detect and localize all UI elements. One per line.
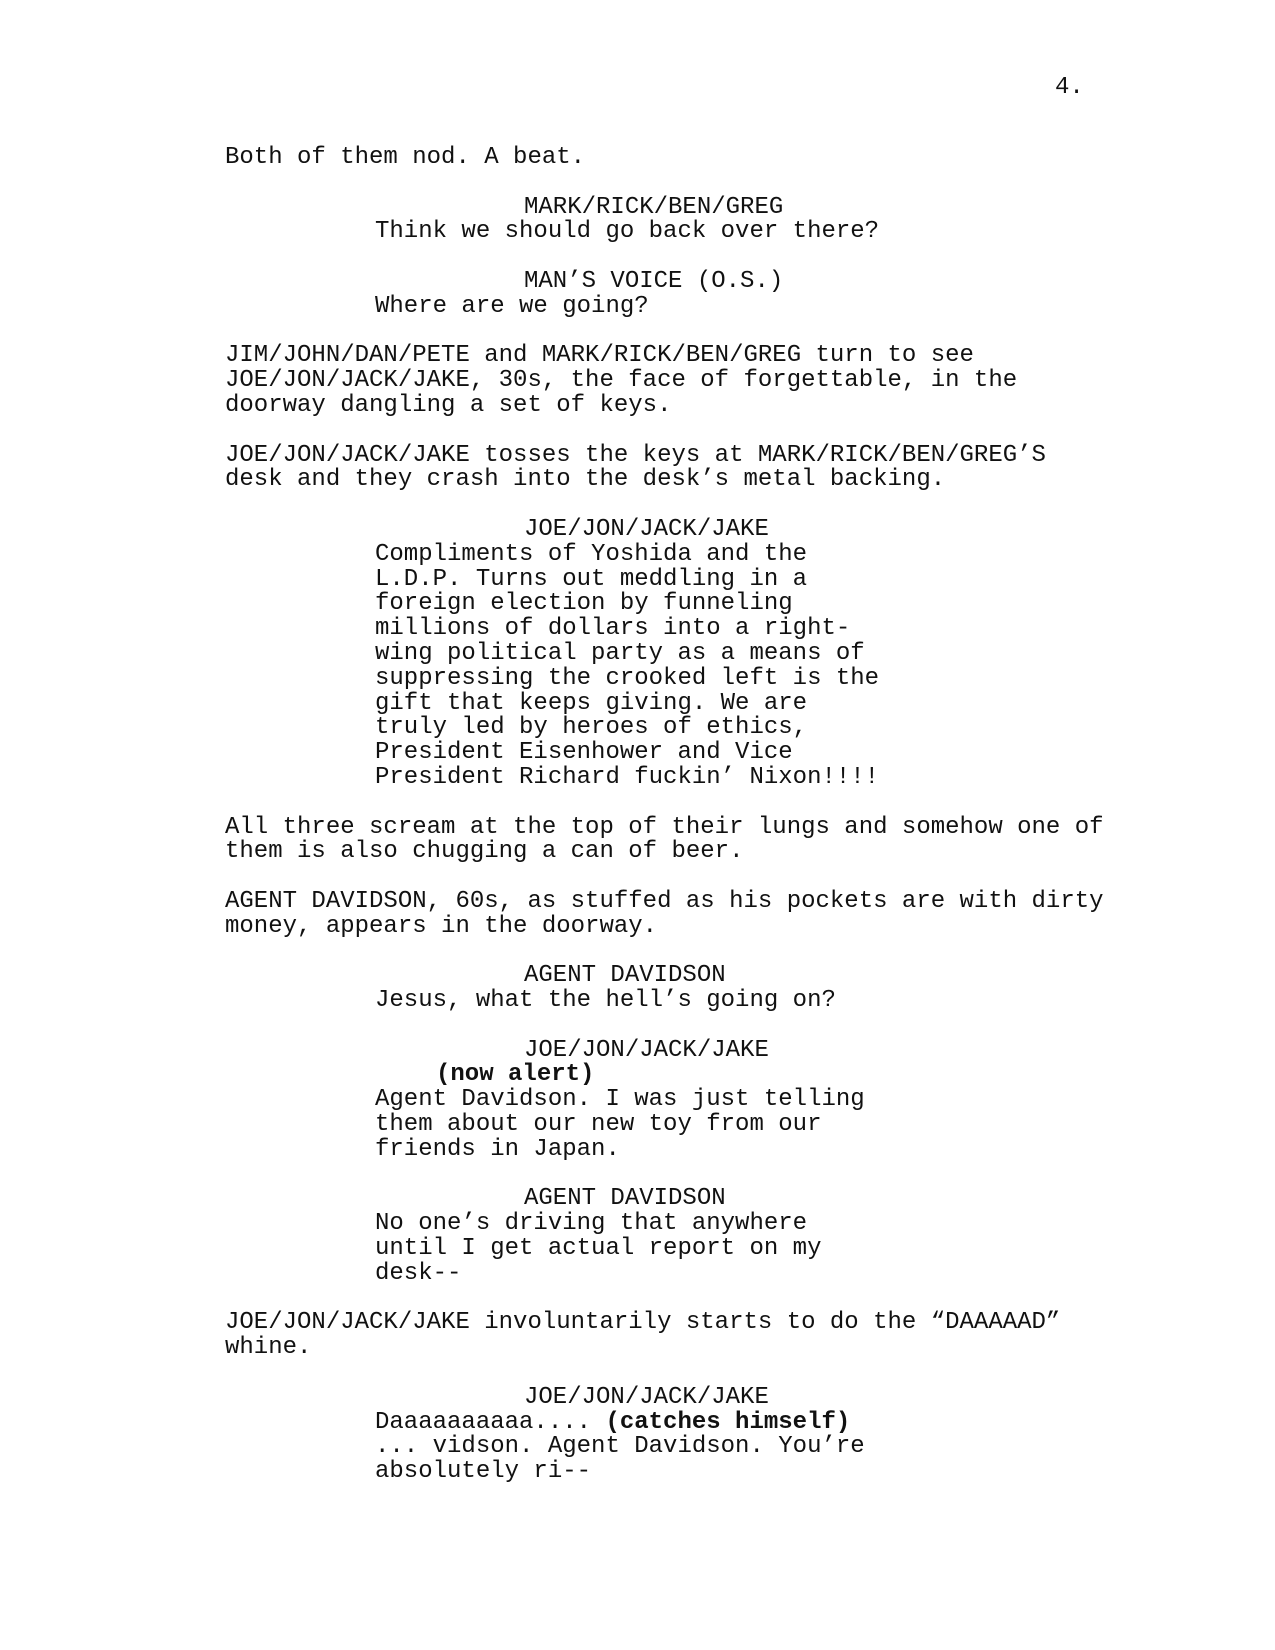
character-cue: JOE/JON/JACK/JAKE [524,1036,769,1064]
dialogue-line: gift that keeps giving. We are [375,689,808,717]
dialogue-line: absolutely ri-- [375,1458,592,1486]
dialogue-line: foreign election by funneling [375,590,793,618]
dialogue-line: No one’s driving that anywhere [375,1210,808,1238]
dialogue-line: millions of dollars into a right- [375,615,851,643]
dialogue-line: Compliments of Yoshida and the [375,540,808,568]
action-line: desk and they crash into the desk’s metal backing. [225,466,946,494]
dialogue-line: President Richard fuckin’ Nixon!!!! [375,763,880,791]
blank-line [0,493,1275,518]
script-body [0,146,1275,1485]
dialogue-line: wing political party as a means of [375,639,865,667]
action-line: AGENT DAVIDSON, 60s, as stuffed as his pockets are with dirty [225,887,1104,915]
blank-line [0,1014,1275,1039]
dialogue-line: Agent Davidson. I was just telling [375,1086,865,1114]
dialogue-line: suppressing the crooked left is the [375,664,880,692]
action-line: JIM/JOHN/DAN/PETE and MARK/RICK/BEN/GREG turn to see [225,342,974,370]
character-cue: AGENT DAVIDSON [524,1185,726,1213]
dialogue-line: ... vidson. Agent Davidson. You’re [375,1433,865,1461]
dialogue-line [375,1408,1275,1436]
dialogue-line: them about our new toy from our [375,1111,822,1139]
blank-line [0,791,1275,816]
action-line: JOE/JON/JACK/JAKE involuntarily starts to do the “DAAAAAD” [225,1309,1061,1337]
action-line: Both of them nod. A beat. [225,144,586,171]
blank-line [0,1163,1275,1188]
dialogue-line: L.D.P. Turns out meddling in a [375,565,808,593]
character-cue: JOE/JON/JACK/JAKE [524,1383,769,1411]
dialogue-line: Jesus, what the hell’s going on? [375,987,836,1015]
character-cue: MAN’S VOICE (O.S.) [524,267,784,295]
dialogue-line: Think we should go back over there? [375,218,880,246]
action-line: JOE/JON/JACK/JAKE tosses the keys at MARK/RICK/BEN/GREG’S [225,441,1046,469]
action-line: whine. [225,1334,312,1362]
action-line: them is also chugging a can of beer. [225,838,744,866]
blank-line [0,1361,1275,1386]
blank-line [0,940,1275,965]
blank-line [0,419,1275,444]
blank-line [0,245,1275,270]
dialogue-line: President Eisenhower and Vice [375,739,793,767]
blank-line [0,320,1275,345]
character-cue: JOE/JON/JACK/JAKE [524,515,769,543]
character-cue: AGENT DAVIDSON [524,962,726,990]
dialogue-line: desk-- [375,1259,462,1287]
inline-parenthetical: (catches himself) [605,1408,851,1436]
action-line: JOE/JON/JACK/JAKE, 30s, the face of forgettable, in the [225,367,1018,395]
blank-line [0,171,1275,196]
dialogue-line: friends in Japan. [375,1135,620,1163]
blank-line [0,865,1275,890]
page-number: 4. [1055,74,1084,101]
character-cue: MARK/RICK/BEN/GREG [524,193,784,221]
dialogue-line: Where are we going? [375,292,649,320]
action-line: money, appears in the doorway. [225,912,658,940]
dialogue-line: until I get actual report on my [375,1235,822,1263]
parenthetical: (now alert) [436,1061,595,1089]
dialogue-fragment: Daaaaaaaaaa.... [375,1408,606,1436]
action-line: doorway dangling a set of keys. [225,391,672,419]
blank-line [0,1287,1275,1312]
action-line: All three scream at the top of their lungs and somehow one of [225,813,1104,841]
dialogue-line: truly led by heroes of ethics, [375,714,808,742]
